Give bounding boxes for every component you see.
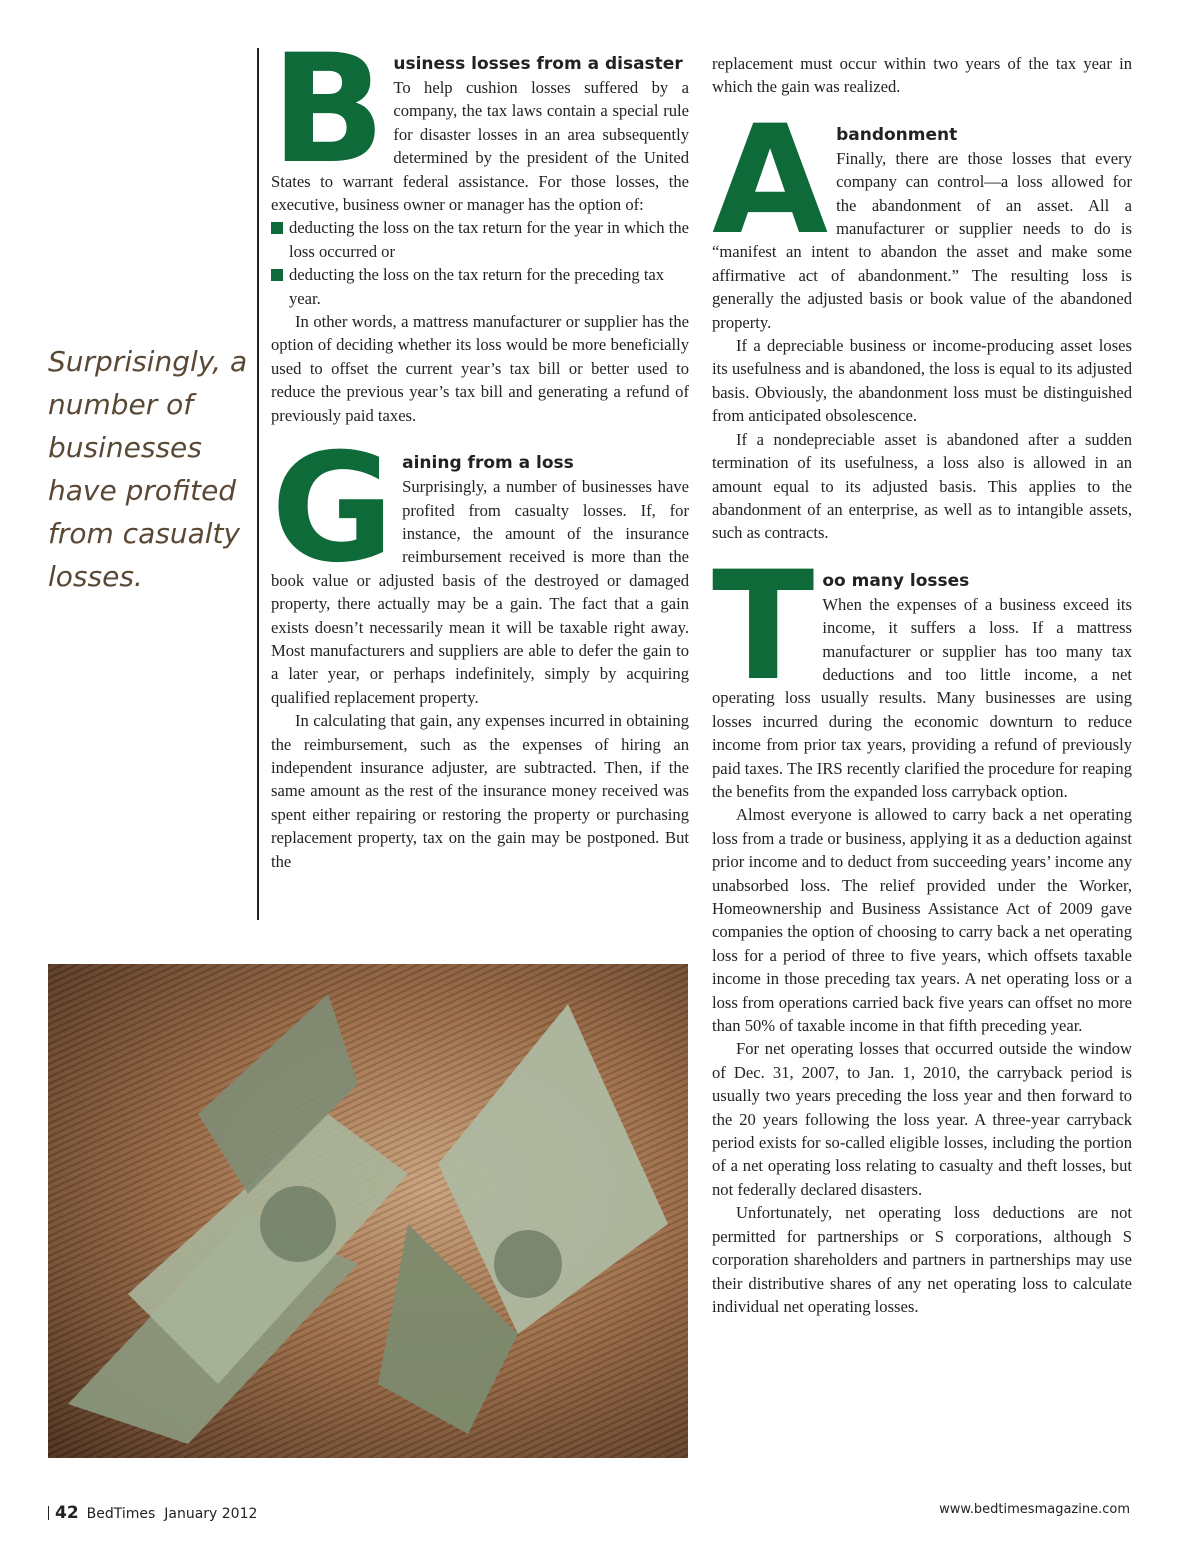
paragraph: If a nondepreciable asset is abandoned after a sudden termination of its usefulness, a loss also is allowed in an amount equal to its adjusted basis. This applies to the abandonment of an enterprise, as well as to intangible assets, such as contracts.: [712, 429, 1132, 543]
dropcap-t: T: [712, 539, 815, 714]
section-heading-abandonment: bandonment: [836, 124, 958, 145]
paragraph: In calculating that gain, any expenses incurred in obtaining the reimbursement, such as the expenses of hiring an independent insurance adjuster, are subtracted. Then, if the same amount as the rest of the insurance money received was spent either repairing or restoring the property or purchasing replacement property, tax on the gain may be postponed. But the: [271, 711, 689, 871]
issue-date: January 2012: [164, 1506, 258, 1522]
dropcap-b: B: [271, 23, 386, 197]
folded-dollar-photo: [48, 964, 688, 1458]
column-rule: [257, 48, 259, 920]
paragraph: To help cushion losses suffered by a company, the tax laws contain a special rule for disaster losses in an area subsequently determined by the president of the United States to warrant federal assistance. For those losses, the executive, business owner or manager has the option of:: [271, 78, 689, 215]
section-heading-too-many: oo many losses: [822, 570, 970, 591]
section-heading-gaining: aining from a loss: [402, 453, 574, 474]
page-number: 42: [55, 1503, 79, 1523]
publication-name: BedTimes: [86, 1506, 156, 1522]
paragraph: Almost everyone is allowed to carry back a net operating loss from a trade or business, applying it as a deduction against prior income and to deduct from succeeding years’ income any unabsorbed loss. The relief provided under the Worker, Homeownership and Business Assistance Act of 2009 gave companies the option of choosing to carry back a net operating loss for a period of three to five years, which offsets taxable income in those preceding tax years. A net operating loss or a loss from operations carried back five years can offset no more than 50% of taxable income in that fifth preceding year.: [712, 805, 1132, 1036]
section-disaster: [271, 23, 689, 427]
website-url[interactable]: www.bedtimesmagazine.com: [939, 1502, 1130, 1517]
origami-money-illustration: [48, 964, 688, 1458]
bullet-list: [271, 216, 689, 310]
paragraph: When the expenses of a business exceed its income, it suffers a loss. If a mattress manufacturer or supplier has too many tax deductions and too little income, a net operating loss usually results. Many businesses are using losses incurred during the economic downturn to reduce income from prior tax years, providing a refund of previously paid taxes. The IRS recently clarified the procedure for reaping the benefits from the expanded loss carryback option.: [712, 594, 1132, 801]
footer-left: [48, 1503, 257, 1523]
bullet-item: deducting the loss on the tax return for the preceding tax year.: [271, 263, 689, 310]
bullet-item: deducting the loss on the tax return for the year in which the loss occurred or: [271, 216, 689, 263]
paragraph: In other words, a mattress manufacturer or supplier has the option of deciding whether its loss would be more beneficially used to offset the current year’s tax bill or better used to reduce the previous year’s tax bill and generating a refund of previously paid taxes.: [271, 312, 689, 425]
dropcap-a: A: [712, 93, 829, 268]
column-2: [712, 52, 1132, 1318]
section-heading-disaster: usiness losses from a disaster: [393, 54, 683, 74]
section-too-many: [712, 539, 1132, 1319]
dropcap-g: G: [271, 422, 395, 597]
column-1: [271, 23, 689, 873]
paragraph: Unfortunately, net operating loss deductions are not permitted for partnerships or S corporations, although S corporation shareholders and partners in partnerships may use their distributive shares of any net operating loss to calculate individual net operating losses.: [712, 1203, 1132, 1316]
pull-quote: Surprisingly, a number of businesses have profited from casualty losses.: [48, 345, 248, 593]
section-gaining: [271, 422, 689, 873]
paragraph: If a depreciable business or income-producing asset loses its usefulness and is abandoned, the loss is equal to its adjusted basis. Obviously, the abandonment loss must be distinguished from anticipated obsolescence.: [712, 336, 1132, 426]
paragraph: For net operating losses that occurred outside the window of Dec. 31, 2007, to Jan. 1, 2010, the carryback period is usually two years preceding the loss year and then forward to the 20 years following the loss year. A three-year carryback period exists for so-called eligible losses, including the portion of a net operating loss relating to casualty and theft losses, but not federally declared disasters.: [712, 1039, 1132, 1199]
paragraph: Surprisingly, a number of businesses have profited from casualty losses. If, for instance, the amount of the insurance reimbursement received is more than the book value or adjusted basis of the destroyed or damaged property, there actually may be a gain. The fact that a gain exists doesn’t necessarily mean it will be taxable right away. Most manufacturers and suppliers are able to defer the gain to a later year, or perhaps indefinitely, simply by acquiring qualified replacement property.: [271, 477, 689, 707]
section-abandonment: [712, 93, 1132, 545]
paragraph: Finally, there are those losses that every company can control—a loss allowed for the abandonment of an asset. All a manufacturer or supplier needs to do is “manifest an intent to abandon the asset and make some affirmative act of abandonment.” The resulting loss is generally the adjusted basis or book value of the abandoned property.: [712, 148, 1132, 332]
footer-divider: [48, 1506, 49, 1520]
paragraph: replacement must occur within two years of the tax year in which the gain was realized.: [712, 54, 1132, 97]
